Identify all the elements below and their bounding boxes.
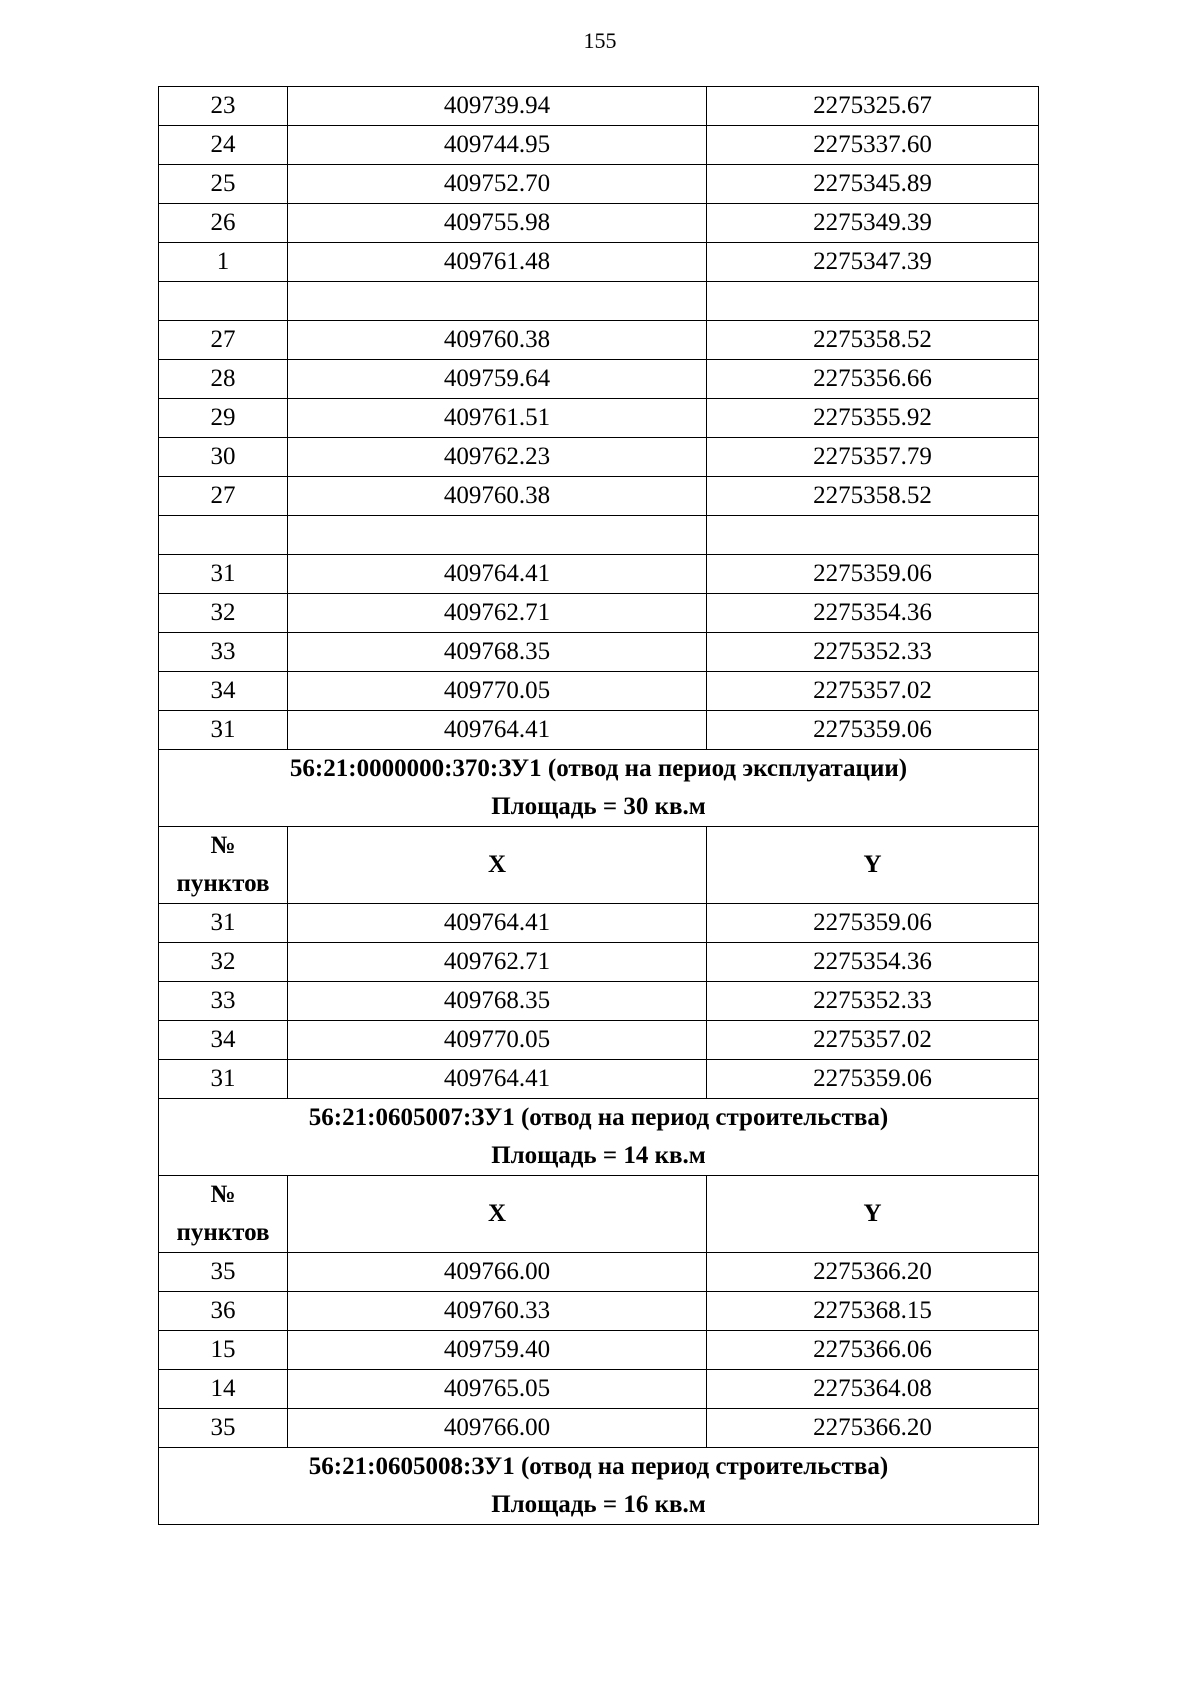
table-row [159,1253,1039,1292]
empty-cell [159,516,288,555]
x-header: X [288,827,707,904]
y-coordinate-cell: 2275355.92 [707,399,1039,438]
x-coordinate-cell: 409765.05 [288,1370,707,1409]
point-number-cell: 24 [159,126,288,165]
point-number-cell: 28 [159,360,288,399]
y-coordinate-cell: 2275354.36 [707,594,1039,633]
y-coordinate-cell: 2275366.06 [707,1331,1039,1370]
x-coordinate-cell: 409766.00 [288,1409,707,1448]
point-number-cell: 27 [159,477,288,516]
y-coordinate-cell: 2275359.06 [707,711,1039,750]
empty-cell [159,282,288,321]
x-coordinate-cell: 409761.48 [288,243,707,282]
empty-cell [707,282,1039,321]
section-heading-cell [159,750,1039,827]
section-heading-row [159,1448,1039,1525]
page-number: 155 [583,28,617,53]
point-number-header [159,1176,288,1253]
parcel-area: Площадь = 16 кв.м [491,1491,706,1518]
y-coordinate-cell: 2275357.02 [707,1021,1039,1060]
table-row [159,87,1039,126]
x-coordinate-cell: 409760.38 [288,321,707,360]
table-row [159,243,1039,282]
column-header-row [159,827,1039,904]
point-number-cell: 14 [159,1370,288,1409]
y-coordinate-cell: 2275352.33 [707,982,1039,1021]
y-coordinate-cell: 2275345.89 [707,165,1039,204]
point-number-cell: 25 [159,165,288,204]
table-row [159,594,1039,633]
table-row [159,204,1039,243]
point-number-cell: 27 [159,321,288,360]
table-row [159,165,1039,204]
table-row [159,1409,1039,1448]
point-number-cell: 1 [159,243,288,282]
point-number-cell: 31 [159,904,288,943]
y-coordinate-cell: 2275358.52 [707,321,1039,360]
section-heading-cell [159,1099,1039,1176]
y-coordinate-cell: 2275358.52 [707,477,1039,516]
x-coordinate-cell: 409764.41 [288,555,707,594]
x-coordinate-cell: 409762.71 [288,943,707,982]
point-number-cell: 23 [159,87,288,126]
number-sign: № [210,1181,236,1208]
x-coordinate-cell: 409768.35 [288,633,707,672]
points-label: пунктов [176,1219,270,1246]
x-coordinate-cell: 409770.05 [288,672,707,711]
coordinates-table [158,86,1039,1525]
x-coordinate-cell: 409739.94 [288,87,707,126]
point-number-cell: 32 [159,943,288,982]
x-coordinate-cell: 409764.41 [288,904,707,943]
y-coordinate-cell: 2275366.20 [707,1409,1039,1448]
point-number-cell: 31 [159,555,288,594]
x-coordinate-cell: 409768.35 [288,982,707,1021]
y-coordinate-cell: 2275364.08 [707,1370,1039,1409]
point-number-cell: 34 [159,672,288,711]
x-coordinate-cell: 409764.41 [288,711,707,750]
table-row [159,711,1039,750]
table-row [159,982,1039,1021]
table-row [159,321,1039,360]
x-coordinate-cell: 409762.71 [288,594,707,633]
x-coordinate-cell: 409770.05 [288,1021,707,1060]
table-row [159,438,1039,477]
x-coordinate-cell: 409759.40 [288,1331,707,1370]
point-number-cell: 29 [159,399,288,438]
empty-separator-row [159,282,1039,321]
y-coordinate-cell: 2275347.39 [707,243,1039,282]
table-row [159,1370,1039,1409]
section-heading-cell [159,1448,1039,1525]
coordinates-table-body [159,87,1039,1525]
point-number-cell: 35 [159,1409,288,1448]
table-row [159,904,1039,943]
table-row [159,126,1039,165]
parcel-title: 56:21:0605008:ЗУ1 (отвод на период строительства) [308,1453,889,1480]
table-row [159,672,1039,711]
x-coordinate-cell: 409762.23 [288,438,707,477]
table-row [159,360,1039,399]
point-number-cell: 31 [159,711,288,750]
y-coordinate-cell: 2275359.06 [707,904,1039,943]
point-number-cell: 34 [159,1021,288,1060]
x-coordinate-cell: 409760.33 [288,1292,707,1331]
empty-cell [288,282,707,321]
x-coordinate-cell: 409759.64 [288,360,707,399]
x-coordinate-cell: 409761.51 [288,399,707,438]
y-coordinate-cell: 2275356.66 [707,360,1039,399]
parcel-area: Площадь = 30 кв.м [491,793,706,820]
y-coordinate-cell: 2275357.79 [707,438,1039,477]
y-header: Y [707,827,1039,904]
x-coordinate-cell: 409766.00 [288,1253,707,1292]
y-coordinate-cell: 2275352.33 [707,633,1039,672]
table-row [159,633,1039,672]
points-label: пунктов [176,870,270,897]
point-number-cell: 15 [159,1331,288,1370]
x-coordinate-cell: 409764.41 [288,1060,707,1099]
point-number-cell: 36 [159,1292,288,1331]
section-heading-row [159,750,1039,827]
y-coordinate-cell: 2275349.39 [707,204,1039,243]
table-row [159,943,1039,982]
empty-cell [707,516,1039,555]
point-number-cell: 35 [159,1253,288,1292]
point-number-cell: 31 [159,1060,288,1099]
y-coordinate-cell: 2275357.02 [707,672,1039,711]
x-coordinate-cell: 409752.70 [288,165,707,204]
y-coordinate-cell: 2275325.67 [707,87,1039,126]
parcel-title: 56:21:0000000:370:ЗУ1 (отвод на период эксплуатации) [289,755,908,782]
table-row [159,1331,1039,1370]
point-number-cell: 26 [159,204,288,243]
x-header: X [288,1176,707,1253]
section-heading-row [159,1099,1039,1176]
y-coordinate-cell: 2275366.20 [707,1253,1039,1292]
empty-cell [288,516,707,555]
y-coordinate-cell: 2275359.06 [707,1060,1039,1099]
table-row [159,1292,1039,1331]
number-sign: № [210,832,236,859]
parcel-title: 56:21:0605007:ЗУ1 (отвод на период строительства) [308,1104,889,1131]
table-row [159,1060,1039,1099]
parcel-area: Площадь = 14 кв.м [491,1142,706,1169]
x-coordinate-cell: 409760.38 [288,477,707,516]
table-row [159,477,1039,516]
table-row [159,1021,1039,1060]
y-coordinate-cell: 2275359.06 [707,555,1039,594]
y-coordinate-cell: 2275368.15 [707,1292,1039,1331]
point-number-cell: 33 [159,633,288,672]
point-number-header [159,827,288,904]
y-coordinate-cell: 2275354.36 [707,943,1039,982]
point-number-cell: 32 [159,594,288,633]
y-header: Y [707,1176,1039,1253]
empty-separator-row [159,516,1039,555]
x-coordinate-cell: 409744.95 [288,126,707,165]
column-header-row [159,1176,1039,1253]
y-coordinate-cell: 2275337.60 [707,126,1039,165]
point-number-cell: 30 [159,438,288,477]
point-number-cell: 33 [159,982,288,1021]
x-coordinate-cell: 409755.98 [288,204,707,243]
table-row [159,555,1039,594]
table-row [159,399,1039,438]
